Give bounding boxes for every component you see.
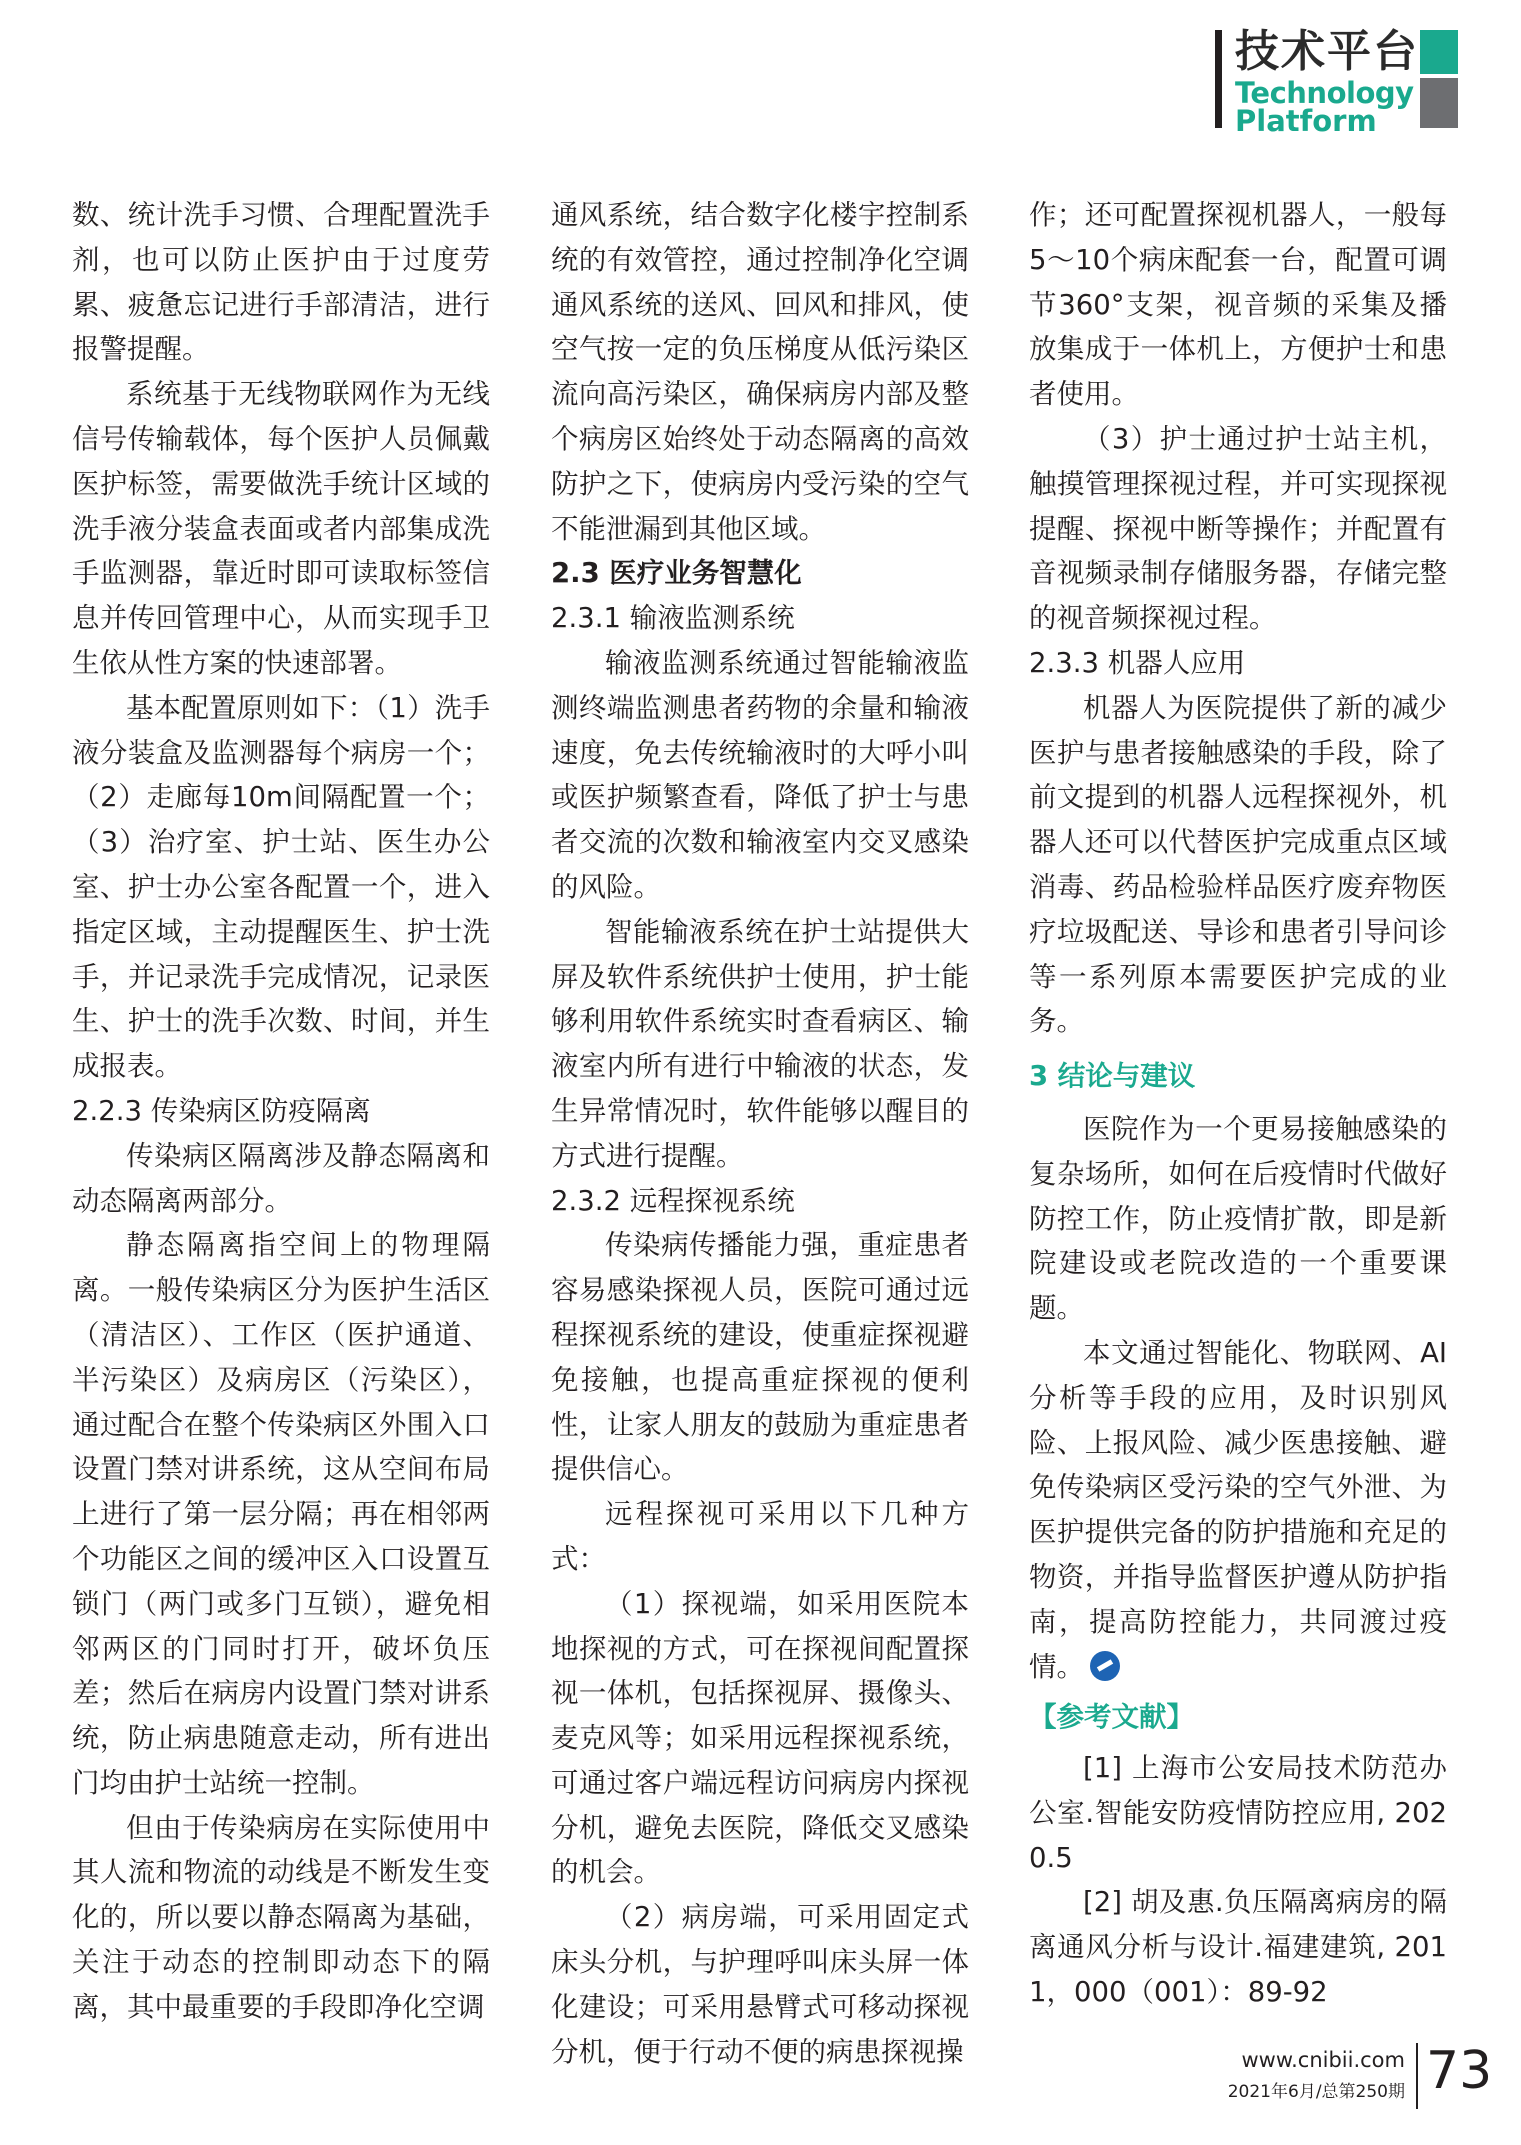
paragraph: （2）病房端，可采用固定式床头分机，与护理呼叫床头屏一体化建设；可采用悬臂式可移动探视分机，便于行动不便的病患探视操 (551, 1901, 969, 2068)
paragraph: 传染病传播能力强，重症患者容易感染探视人员，医院可通过远程探视系统的建设，使重症探视避免接触，也提高重症探视的便利性，让家人朋友的鼓励为重症患者提供信心。 (551, 1229, 969, 1486)
paragraph: 通风系统，结合数字化楼宇控制系统的有效管控，通过控制净化空调通风系统的送风、回风和排风，使空气按一定的负压梯度从低污染区流向高污染区，确保病房内部及整个病房区始终处于动态隔离的高效防护之下，使病房内受污染的空气不能泄漏到其他区域。 (551, 199, 969, 545)
section-heading: 3 结论与建议 (1029, 1060, 1196, 1093)
paragraph: 但由于传染病房在实际使用中其人流和物流的动线是不断发生变化的，所以要以静态隔离为基础，关注于动态的控制即动态下的隔离，其中最重要的手段即净化空调 (72, 1811, 490, 2023)
section-heading: 2.3 医疗业务智慧化 (551, 557, 802, 590)
paragraph: 远程探视可采用以下几种方式： (551, 1498, 969, 1575)
subsection-heading: 2.2.3 传染病区防疫隔离 (72, 1094, 371, 1127)
paragraph: 传染病区隔离涉及静态隔离和动态隔离两部分。 (72, 1139, 490, 1217)
text-column-3 (1029, 193, 1447, 2015)
paragraph: 基本配置原则如下：（1）洗手液分装盒及监测器每个病房一个；（2）走廊每10m间隔配置一个；（3）治疗室、护士站、医生办公室、护士办公室各配置一个，进入指定区域，主动提醒医生、护士洗手，并记录洗手完成情况，记录医生、护士的洗手次数、时间，并生成报表。 (72, 691, 490, 1083)
end-of-article-icon (1090, 1651, 1120, 1681)
text-column-2 (551, 193, 969, 2074)
paragraph (1029, 1331, 1447, 1689)
website-url: www.cnibii.com (1241, 2048, 1405, 2072)
subsection-heading: 2.3.3 机器人应用 (1029, 646, 1246, 679)
logo-green-block (1420, 30, 1458, 74)
section-logo (1215, 26, 1460, 138)
paragraph: （1）探视端，如采用医院本地探视的方式，可在探视间配置探视一体机，包括探视屏、摄像头、麦克风等；如采用远程探视系统，可通过客户端远程访问病房内探视分机，避免去医院，降低交叉感染的机会。 (551, 1587, 969, 1889)
reference-item: [1] 上海市公安局技术防范办公室.智能安防疫情防控应用, 2020.5 (1029, 1752, 1447, 1874)
paragraph: （3）护士通过护士站主机，触摸管理探视过程，并可实现探视提醒、探视中断等操作；并配置有音视频录制存储服务器，存储完整的视音频探视过程。 (1029, 422, 1447, 635)
footer-divider (1416, 2043, 1418, 2109)
subsection-heading: 2.3.2 远程探视系统 (551, 1184, 795, 1217)
subsection-heading: 2.3.1 输液监测系统 (551, 602, 795, 635)
paragraph: 输液监测系统通过智能输液监测终端监测患者药物的余量和输液速度，免去传统输液时的大呼小叫或医护频繁查看，降低了护士与患者交流的次数和输液室内交叉感染的风险。 (551, 646, 969, 903)
logo-gray-block (1420, 78, 1458, 128)
paragraph: 智能输液系统在护士站提供大屏及软件系统供护士使用，护士能够利用软件系统实时查看病区、输液室内所有进行中输液的状态，发生异常情况时，软件能够以醒目的方式进行提醒。 (551, 915, 969, 1172)
section-title-en-line2: Platform (1235, 104, 1377, 138)
paragraph: 系统基于无线物联网作为无线信号传输载体，每个医护人员佩戴医护标签，需要做洗手统计区域的洗手液分装盒表面或者内部集成洗手监测器，靠近时即可读取标签信息并传回管理中心，从而实现手卫生依从性方案的快速部署。 (72, 378, 490, 679)
issue-info: 2021年6月/总第250期 (1227, 2082, 1405, 2102)
references-heading: 【参考文献】 (1029, 1701, 1194, 1734)
logo-bar (1215, 30, 1222, 128)
paragraph: 医院作为一个更易接触感染的复杂场所，如何在后疫情时代做好防控工作，防止疫情扩散，即是新院建设或老院改造的一个重要课题。 (1029, 1112, 1447, 1325)
page-number: 73 (1426, 2041, 1493, 2101)
paragraph: 作；还可配置探视机器人，一般每5～10个病床配套一台，配置可调节360°支架，视音频的采集及播放集成于一体机上，方便护士和患者使用。 (1029, 199, 1447, 411)
section-title-cn: 技术平台 (1235, 26, 1419, 77)
reference-item: [2] 胡及惠.负压隔离病房的隔离通风分析与设计.福建建筑, 2011，000（001）：89-92 (1029, 1886, 1447, 2009)
section-title-en-line1: Technology (1235, 76, 1414, 110)
text-column-1 (72, 193, 490, 2030)
paragraph: 静态隔离指空间上的物理隔离。一般传染病区分为医护生活区（清洁区）、工作区（医护通道、半污染区）及病房区（污染区），通过配合在整个传染病区外围入口设置门禁对讲系统，这从空间布局上进行了第一层分隔；再在相邻两个功能区之间的缓冲区入口设置互锁门（两门或多门互锁），避免相邻两区的门同时打开，破坏负压差；然后在病房内设置门禁对讲系统，防止病患随意走动，所有进出门均由护士站统一控制。 (72, 1229, 490, 1799)
paragraph: 机器人为医院提供了新的减少医护与患者接触感染的手段，除了前文提到的机器人远程探视外，机器人还可以代替医护完成重点区域消毒、药品检验样品医疗废弃物医疗垃圾配送、导诊和患者引导问诊等一系列原本需要医护完成的业务。 (1029, 691, 1447, 1038)
paragraph: 数、统计洗手习惯、合理配置洗手剂，也可以防止医护由于过度劳累、疲惫忘记进行手部清洁，进行报警提醒。 (72, 199, 490, 366)
paragraph-text: 本文通过智能化、物联网、AI分析等手段的应用，及时识别风险、上报风险、减少医患接触、避免传染病区受污染的空气外泄、为医护提供完备的防护措施和充足的物资，并指导监督医护遵从防护指南，提高防控能力，共同渡过疫情。 (1029, 1336, 1447, 1683)
